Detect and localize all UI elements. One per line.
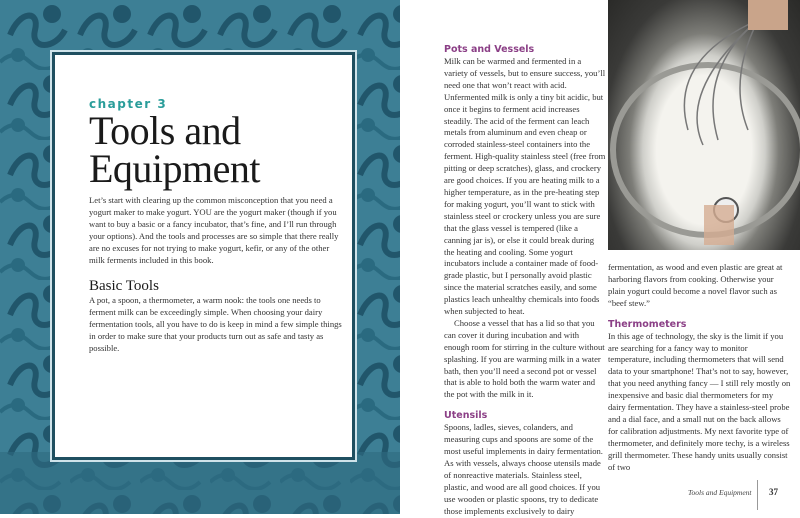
chapter-label: chapter 3: [89, 97, 168, 111]
utensils-paragraph-continued: fermentation, as wood and even plastic are great at harboring flavors from cooking. Otherwise your plain yogurt could become a novel flavor such as “beef stew.”: [608, 262, 783, 308]
whisk-illustration: [608, 0, 800, 250]
chapter-intro-panel: [55, 55, 352, 457]
chapter-title-line2: Equipment: [89, 146, 261, 191]
thermometers-heading: Thermometers: [608, 318, 687, 330]
pots-paragraph-1: Milk can be warmed and fermented in a variety of vessels, but to ensure success, you’ll need one that won’t react with acid. Unfermented milk is only a tiny bit acidic, but once it begins to ferment acid increases steadily. The acid of the ferment can leach metals from aluminum and even cheap or corroded stainless-steel containers into the ferment. High-quality stainless steel (free from pitting or deep scratches), glass, and crockery are good choices. If you are heating milk to a higher temperature, as in the pre-heating step for making yogurt, you’ll want to stick with stainless steel or crockery unless you are sure that the glass vessel is tempered (like a canning jar is), or else it could break during the heating and cooling. Some yogurt incubators include a container made of food-grade plastic, but I personally avoid plastic since the material scratches easily, and some plastics leach unhealthy chemicals into foods when subjected to heat.: [444, 56, 606, 317]
thermometers-paragraph: In this age of technology, the sky is the limit if you are searching for a fancy way to monitor temperature, including thermometers that will send data to your smartphone! That’s not to say, however, that you need anything fancy — I still rely mostly on inexpensive and basic dial thermometers for my dairy fermentation. They have a stainless-steel probe and a dial face, and a small nut on the back allows for calibration adjustments. My next favorite type of thermometer, and definitely more techy, is a wireless grill thermometer. These handy units usually consist of two: [608, 330, 791, 472]
text-column-2: [608, 262, 792, 474]
photo-whisking-milk: [608, 0, 800, 250]
text-column-1: [444, 44, 606, 518]
chapter-title-line1: Tools and: [89, 108, 241, 153]
utensils-paragraph: Spoons, ladles, sieves, colanders, and measuring cups and spoons are some of the most useful implements in dairy fermentation. As with vessels, always choose utensils made of nonreactive materials. Stainless steel, plastic, and wood are all good choices. If you use wooden or plastic spoons, try to dedicate those implements exclusively to dairy: [444, 422, 603, 516]
pots-vessels-heading: Pots and Vessels: [444, 44, 535, 55]
footer-divider: [757, 480, 758, 510]
running-footer-title: Tools and Equipment: [688, 488, 752, 497]
pots-paragraph-2: Choose a vessel that has a lid so that you can cover it during incubation and with enough room for stirring in the culture without splashing. If you are warming milk in a water bath, then you’ll need a second pot or vessel that is able to hold both the warm water and the pot with the milk in it.: [444, 317, 605, 400]
page-number: 37: [769, 487, 778, 497]
intro-paragraph: Let’s start with clearing up the common misconception that you need a yogurt maker to make yogurt. YOU are the yogurt maker (though if you want to buy a basic or a fancy incubator, that’s fine, and I’ll run through your options). And the tools and processes are so simple that there really are no excuses for not trying to make yogurt, kefir, or any of the other milk ferments included in this book.: [89, 195, 339, 265]
decorative-pattern-page: [0, 0, 400, 514]
basic-tools-paragraph: A pot, a spoon, a thermometer, a warm nook: the tools one needs to ferment milk can be exceedingly simple. When choosing your dairy fermentation tools, all you have to do is keep in mind a few simple things in order to make sure that your products turn out as safe and tasty as possible.: [89, 295, 342, 354]
basic-tools-heading: Basic Tools: [89, 278, 159, 295]
utensils-heading: Utensils: [444, 410, 488, 422]
